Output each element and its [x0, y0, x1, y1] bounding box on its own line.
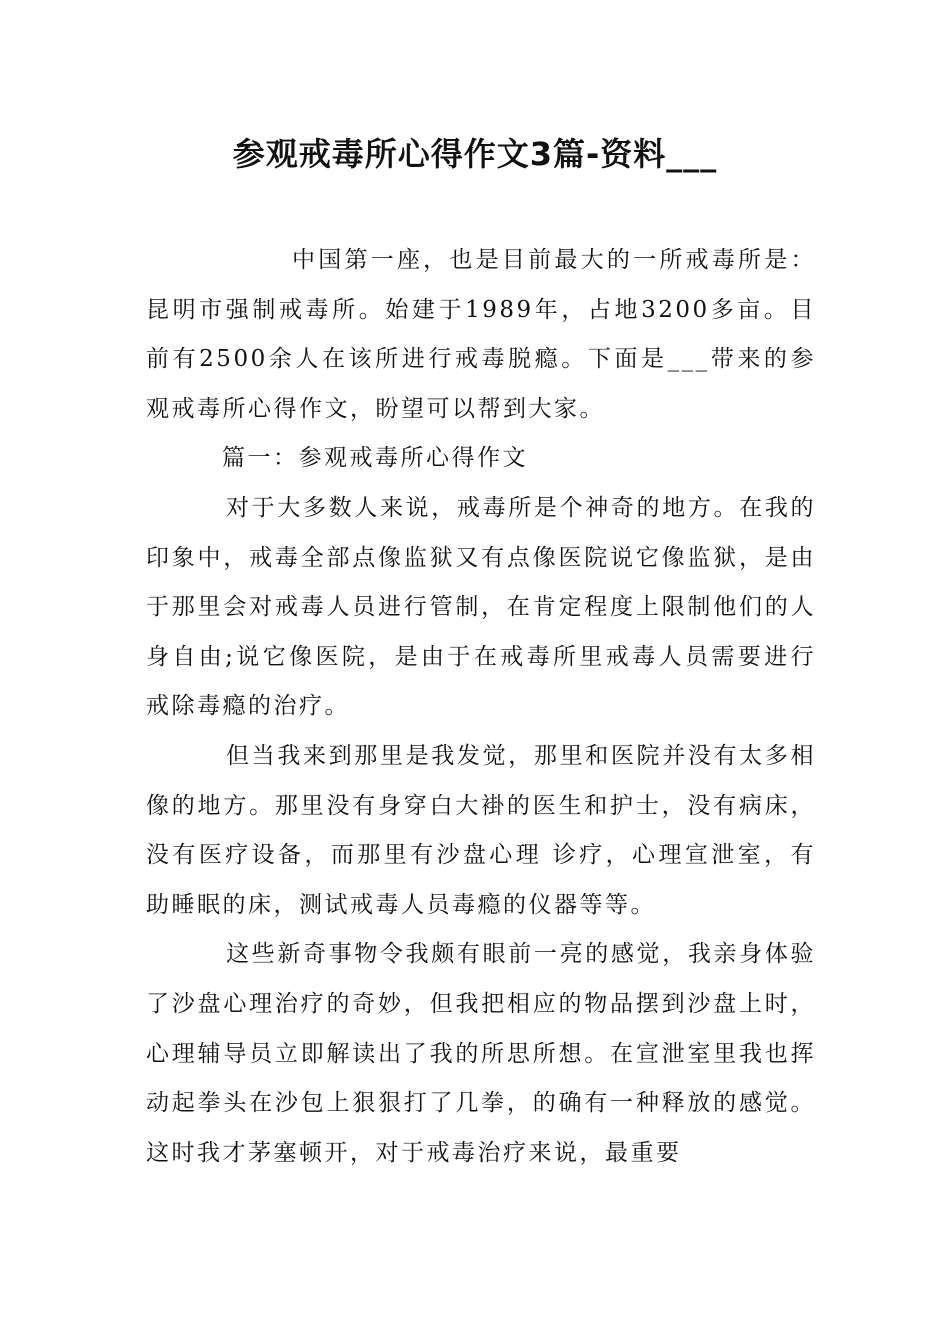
section-heading: 篇一：参观戒毒所心得作文 — [222, 445, 528, 472]
body-paragraph: 这些新奇事物令我颇有眼前一亮的感觉，我亲身体验了沙盘心理治疗的奇妙，但我把相应的物品摆到沙盘上时，心理辅导员立即解读出了我的所思所想。在宣泄室里我也挥动起拳头在沙包上狠狠打了几拳，的确有一种释放的感觉。这时我才茅塞顿开，对于戒毒治疗来说，最重要 — [146, 941, 816, 1166]
body-paragraph: 对于大多数人来说，戒毒所是个神奇的地方。在我的印象中，戒毒全部点像监狱又有点像医院说它像监狱，是由于那里会对戒毒人员进行管制，在肯定程度上限制他们的人身自由;说它像医院，是由于在戒毒所里戒毒人员需要进行戒除毒瘾的治疗。 — [146, 494, 816, 720]
document-body — [146, 236, 816, 1178]
body-paragraph: 但当我来到那里是我发觉，那里和医院并没有太多相像的地方。那里没有身穿白大褂的医生和护士，没有病床，没有医疗设备，而那里有沙盘心理 诊疗，心理宣泄室，有助睡眠的床，测试戒毒人员毒瘾的仪器等等。 — [146, 742, 816, 918]
intro-paragraph: 中国第一座，也是目前最大的一所戒毒所是：昆明市强制戒毒所。始建于1989年，占地3200多亩。目前有2500余人在该所进行戒毒脱瘾。下面是___带来的参观戒毒所心得作文，盼望可以帮到大家。 — [146, 247, 816, 422]
page-title: 参观戒毒所心得作文3篇-资料___ — [232, 135, 718, 173]
